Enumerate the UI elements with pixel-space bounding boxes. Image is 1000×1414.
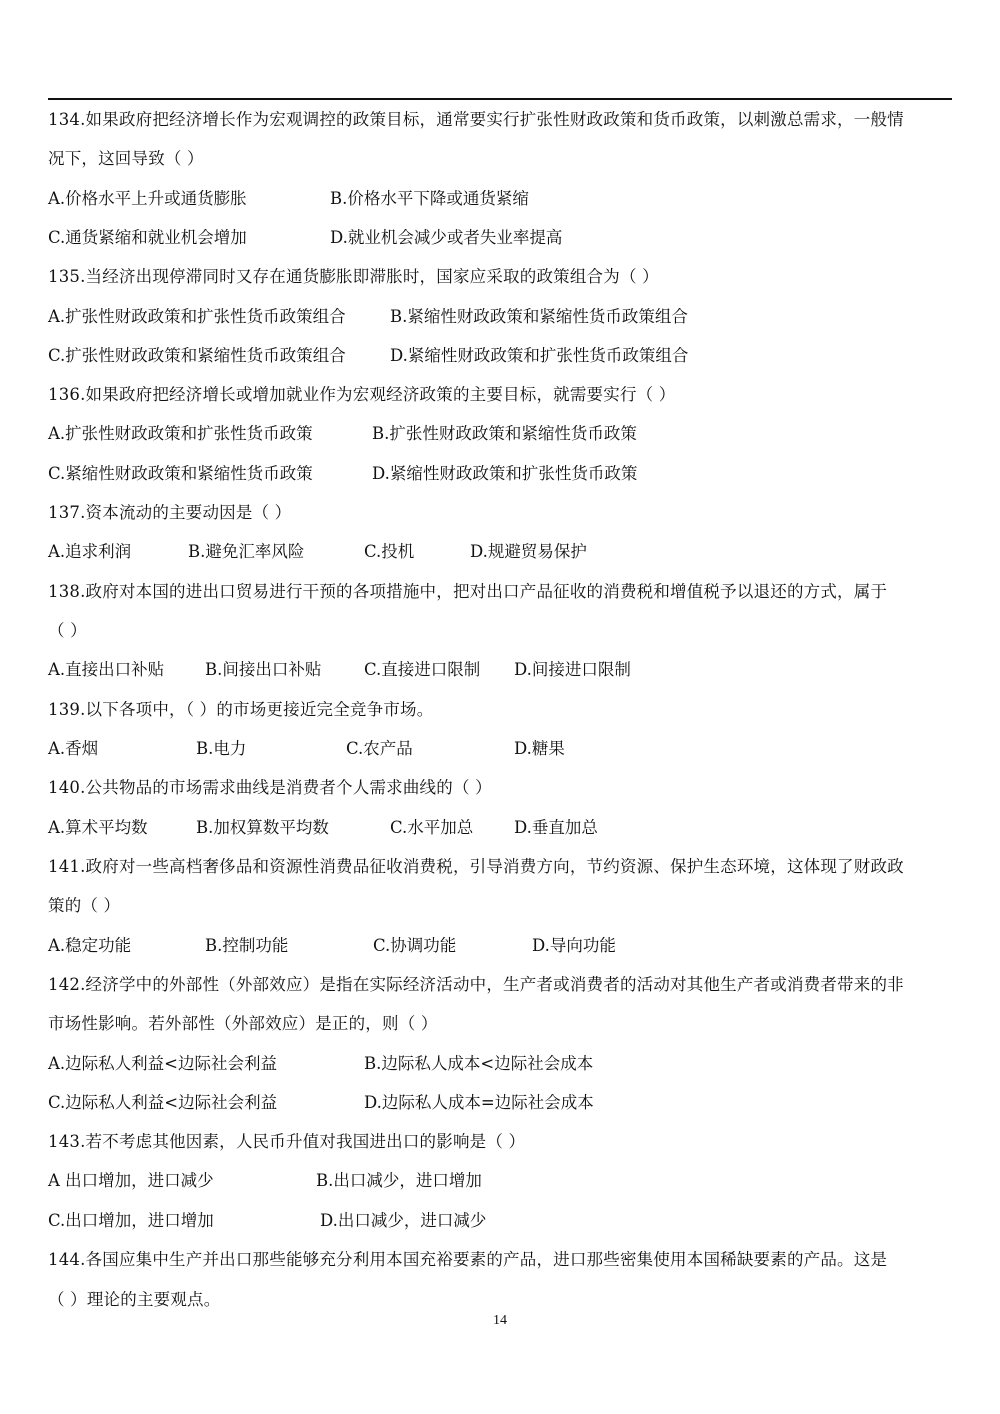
option-b: B.控制功能 [205, 936, 289, 955]
question-140-stem: 140.公共物品的市场需求曲线是消费者个人需求曲线的（ ） [48, 778, 492, 797]
option-b: B.紧缩性财政政策和紧缩性货币政策组合 [390, 307, 688, 326]
page-number: 14 [493, 1313, 507, 1328]
question-134-stem-line-1: 134.如果政府把经济增长作为宏观调控的政策目标，通常要实行扩张性财政政策和货币政策，以刺激总需求，一般情 [48, 110, 904, 129]
question-134-options-row-2 [48, 228, 952, 248]
option-d: D.规避贸易保护 [470, 542, 587, 561]
option-d: D.出口减少，进口减少 [320, 1211, 487, 1230]
option-d: D.糖果 [514, 739, 565, 758]
question-141-stem-line-1: 141.政府对一些高档奢侈品和资源性消费品征收消费税，引导消费方向，节约资源、保护生态环境，这体现了财政政 [48, 857, 904, 876]
question-136-options-row-2 [48, 464, 952, 484]
option-b: B.边际私人成本<边际社会成本 [364, 1054, 594, 1073]
question-142-options-row-1 [48, 1054, 952, 1074]
question-134-stem-line-2: 况下，这回导致（ ） [48, 149, 204, 168]
question-141-options-row-1 [48, 936, 952, 956]
question-135-options-row-1 [48, 307, 952, 327]
option-c: C.出口增加，进口增加 [48, 1211, 214, 1230]
option-c: C.扩张性财政政策和紧缩性货币政策组合 [48, 346, 346, 365]
option-a: A.扩张性财政政策和扩张性货币政策组合 [48, 307, 346, 326]
option-c: C.直接进口限制 [364, 660, 481, 679]
option-c: C.协调功能 [373, 936, 457, 955]
option-b: B.出口减少，进口增加 [316, 1171, 482, 1190]
option-b: B.加权算数平均数 [196, 818, 329, 837]
question-135-options-row-2 [48, 346, 952, 366]
option-a: A.价格水平上升或通货膨胀 [48, 189, 247, 208]
question-143-options-row-1 [48, 1171, 952, 1191]
option-b: B.价格水平下降或通货紧缩 [330, 189, 529, 208]
option-a: A 出口增加，进口减少 [48, 1171, 214, 1190]
question-135-stem: 135.当经济出现停滞同时又存在通货膨胀即滞胀时，国家应采取的政策组合为（ ） [48, 267, 659, 286]
question-137-options-row-1 [48, 542, 952, 562]
option-c: C.通货紧缩和就业机会增加 [48, 228, 247, 247]
question-138-stem-line-2: （ ） [48, 621, 87, 640]
option-b: B.扩张性财政政策和紧缩性货币政策 [372, 424, 637, 443]
option-a: A.香烟 [48, 739, 99, 758]
option-c: C.投机 [364, 542, 415, 561]
question-142-stem-line-1: 142.经济学中的外部性（外部效应）是指在实际经济活动中，生产者或消费者的活动对其他生产者或消费者带来的非 [48, 975, 904, 994]
option-b: B.避免汇率风险 [188, 542, 305, 561]
option-c: C.水平加总 [390, 818, 474, 837]
question-138-stem-line-1: 138.政府对本国的进出口贸易进行干预的各项措施中，把对出口产品征收的消费税和增值税予以退还的方式，属于 [48, 582, 888, 601]
option-c: C.农产品 [346, 739, 413, 758]
question-139-options-row-1 [48, 739, 952, 759]
option-d: D.紧缩性财政政策和扩张性货币政策 [372, 464, 638, 483]
option-c: C.紧缩性财政政策和紧缩性货币政策 [48, 464, 313, 483]
option-a: A.扩张性财政政策和扩张性货币政策 [48, 424, 313, 443]
option-b: B.间接出口补贴 [205, 660, 322, 679]
question-136-stem: 136.如果政府把经济增长或增加就业作为宏观经济政策的主要目标，就需要实行（ ） [48, 385, 676, 404]
option-d: D.就业机会减少或者失业率提高 [330, 228, 563, 247]
question-136-options-row-1 [48, 424, 952, 444]
question-143-options-row-2 [48, 1211, 952, 1231]
option-d: D.紧缩性财政政策和扩张性货币政策组合 [390, 346, 689, 365]
question-144-stem-line-2: （ ）理论的主要观点。 [48, 1290, 221, 1309]
header-rule [48, 98, 952, 100]
question-142-options-row-2 [48, 1093, 952, 1113]
question-137-stem: 137.资本流动的主要动因是（ ） [48, 503, 292, 522]
question-139-stem: 139.以下各项中，（ ）的市场更接近完全竞争市场。 [48, 700, 434, 719]
option-d: D.垂直加总 [514, 818, 598, 837]
option-a: A.追求利润 [48, 542, 132, 561]
question-142-stem-line-2: 市场性影响。若外部性（外部效应）是正的，则（ ） [48, 1014, 438, 1033]
option-b: B.电力 [196, 739, 247, 758]
question-134-options-row-1 [48, 189, 952, 209]
question-141-stem-line-2: 策的（ ） [48, 896, 121, 915]
option-a: A.边际私人利益<边际社会利益 [48, 1054, 277, 1073]
option-c: C.边际私人利益<边际社会利益 [48, 1093, 278, 1112]
option-d: D.间接进口限制 [514, 660, 631, 679]
option-d: D.边际私人成本=边际社会成本 [364, 1093, 594, 1112]
question-144-stem-line-1: 144.各国应集中生产并出口那些能够充分利用本国充裕要素的产品，进口那些密集使用本国稀缺要素的产品。这是 [48, 1250, 888, 1269]
question-143-stem: 143.若不考虑其他因素，人民币升值对我国进出口的影响是（ ） [48, 1132, 526, 1151]
question-140-options-row-1 [48, 818, 952, 838]
option-d: D.导向功能 [532, 936, 616, 955]
option-a: A.直接出口补贴 [48, 660, 165, 679]
option-a: A.稳定功能 [48, 936, 132, 955]
question-138-options-row-1 [48, 660, 952, 680]
option-a: A.算术平均数 [48, 818, 148, 837]
